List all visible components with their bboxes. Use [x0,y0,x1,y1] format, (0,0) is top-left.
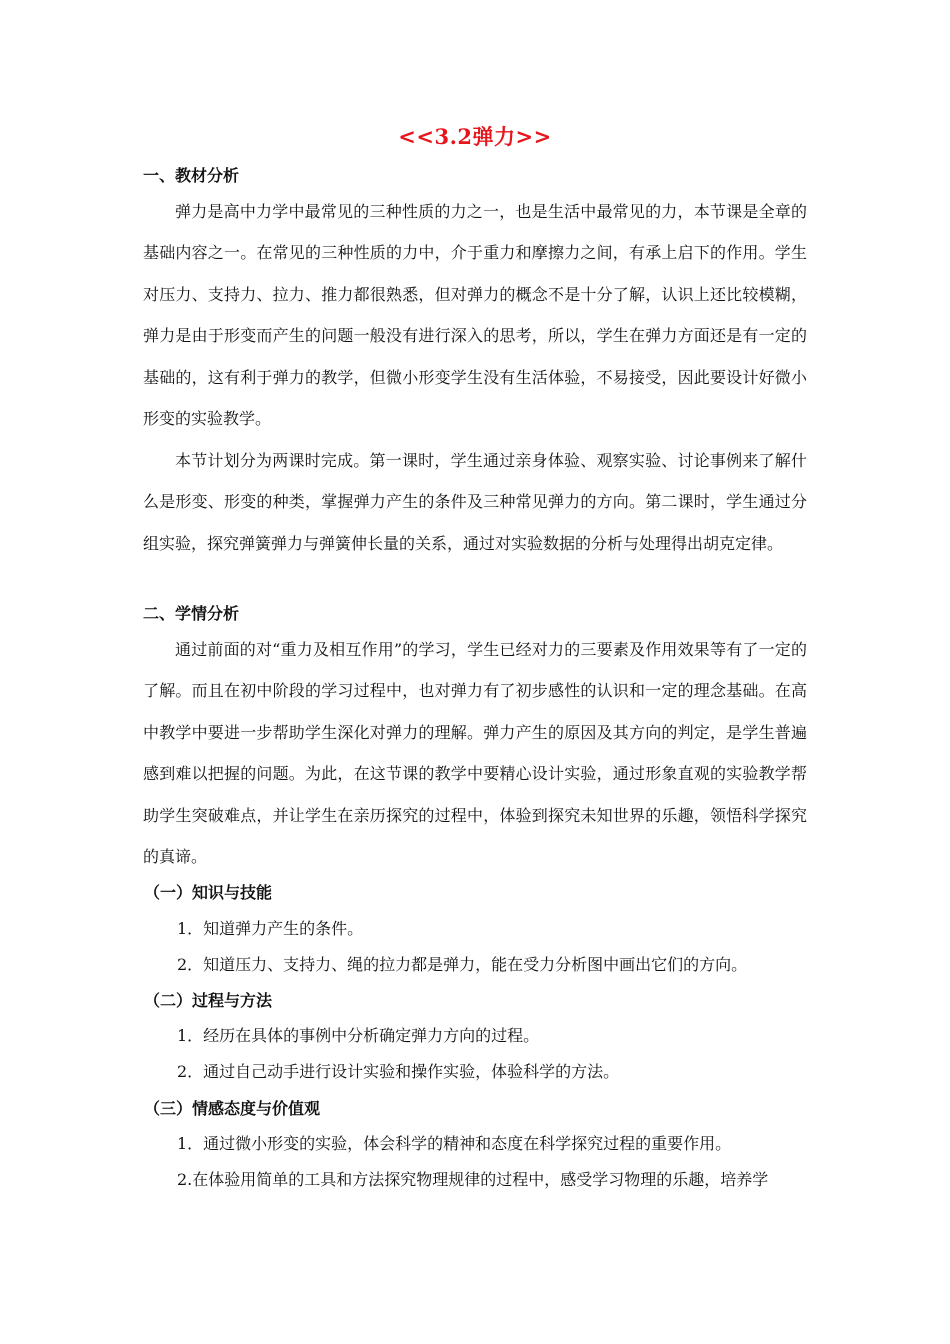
list-item: 1．经历在具体的事例中分析确定弹力方向的过程。 [177,1026,540,1045]
list-item: 2．通过自己动手进行设计实验和操作实验，体验科学的方法。 [177,1062,620,1081]
section-heading-textbook-analysis: 一、教材分析 [143,166,240,185]
list-item: 1．通过微小形变的实验，体会科学的精神和态度在科学探究过程的重要作用。 [177,1134,732,1153]
subheading-knowledge-skills: （一）知识与技能 [144,883,273,902]
paragraph: 弹力是高中力学中最常见的三种性质的力之一，也是生活中最常见的力，本节课是全章的基础内容之一。在常见的三种性质的力中，介于重力和摩擦力之间，有承上启下的作用。学生对压力、支持力、拉力、推力都很熟悉，但对弹力的概念不是十分了解，认识上还比较模糊，弹力是由于形变而产生的问题一般没有进行深入的思考，所以，学生在弹力方面还是有一定的基础的，这有利于弹力的教学，但微小形变学生没有生活体验，不易接受，因此要设计好微小形变的实验教学。 [143,202,807,429]
list-item: 2.在体验用简单的工具和方法探究物理规律的过程中，感受学习物理的乐趣，培养学 [177,1170,769,1189]
paragraph: 通过前面的对“重力及相互作用”的学习，学生已经对力的三要素及作用效果等有了一定的了解。而且在初中阶段的学习过程中，也对弹力有了初步感性的认识和一定的理念基础。在高中教学中要进一步帮助学生深化对弹力的理解。弹力产生的原因及其方向的判定，是学生普遍感到难以把握的问题。为此，在这节课的教学中要精心设计实验，通过形象直观的实验教学帮助学生突破难点，并让学生在亲历探究的过程中，体验到探究未知世界的乐趣，领悟科学探究的真谛。 [143,640,807,867]
list-item: 2．知道压力、支持力、绳的拉力都是弹力，能在受力分析图中画出它们的方向。 [177,955,748,974]
paragraph: 本节计划分为两课时完成。第一课时，学生通过亲身体验、观察实验、讨论事例来了解什么是形变、形变的种类，掌握弹力产生的条件及三种常见弹力的方向。第二课时，学生通过分组实验，探究弹簧弹力与弹簧伸长量的关系，通过对实验数据的分析与处理得出胡克定律。 [143,451,807,553]
list-item: 1．知道弹力产生的条件。 [177,919,364,938]
section-heading-student-analysis: 二、学情分析 [143,604,240,623]
subheading-process-method: （二）过程与方法 [144,991,273,1010]
subheading-attitude-values: （三）情感态度与价值观 [144,1099,321,1118]
document-title: <<3.2弹力>> [398,124,552,149]
